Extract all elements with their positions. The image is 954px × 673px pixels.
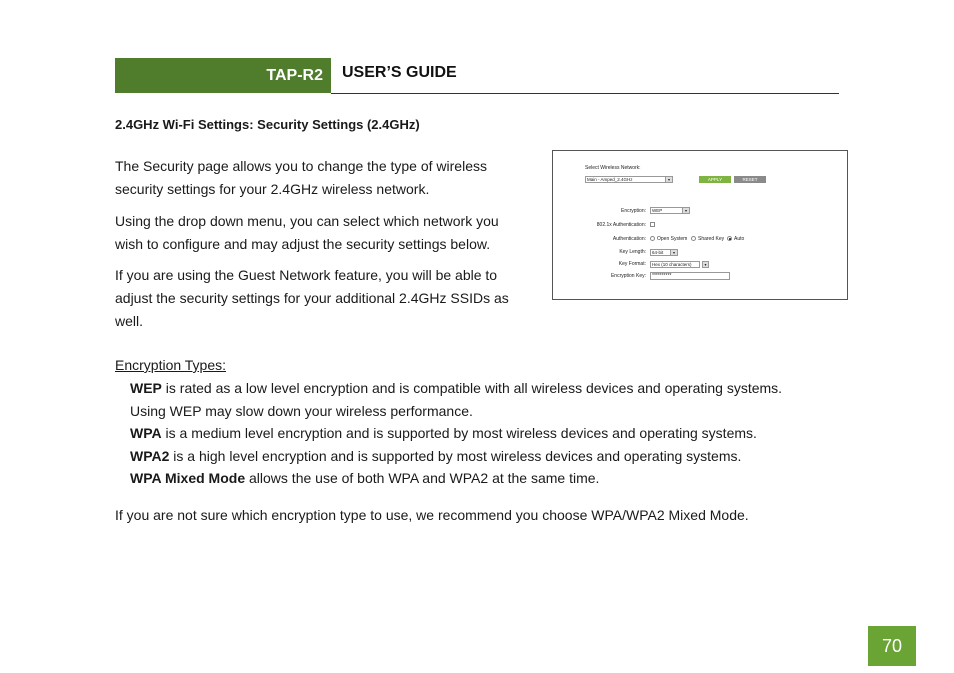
encryption-select [650, 207, 690, 214]
chevron-down-icon: ▾ [670, 250, 677, 255]
auth-shared-radio [691, 236, 696, 241]
encryption-description: allows the use of both WPA and WPA2 at the same time. [245, 470, 600, 486]
encryption-term: WPA Mixed Mode [130, 470, 246, 486]
list-item [130, 445, 830, 468]
encryption-types-list [130, 377, 830, 490]
list-item [130, 467, 830, 490]
guide-title: USER’S GUIDE [342, 64, 457, 81]
header-divider [331, 93, 839, 94]
list-item [130, 400, 830, 423]
select-network-label: Select Wireless Network: [585, 165, 641, 171]
auth-auto-label: Auto [734, 236, 745, 242]
authentication-label: Authentication: [612, 236, 646, 242]
key-format-label: Key Format: [618, 261, 646, 267]
encryption-term: WEP [130, 380, 162, 396]
apply-button: APPLY [699, 176, 731, 183]
encryption-description: Using WEP may slow down your wireless performance. [130, 402, 473, 419]
key-length-select [650, 249, 678, 256]
auth-8021x-label: 802.1x Authentication: [596, 222, 646, 228]
encryption-key-field: ********** [650, 272, 730, 280]
list-item [130, 377, 830, 400]
network-select [585, 176, 673, 183]
chevron-down-icon: ▾ [704, 262, 707, 267]
intro-paragraph: The Security page allows you to change the type of wireless security settings for your 2.4GHz wireless network. [115, 158, 487, 197]
encryption-label: Encryption: [620, 208, 646, 214]
auth-open-radio [650, 236, 655, 241]
key-format-dropdown [702, 261, 709, 268]
key-format-select [650, 261, 700, 268]
chevron-down-icon: ▾ [665, 177, 672, 182]
header-product-bar [115, 58, 331, 93]
encryption-key-label: Encryption Key: [610, 273, 646, 279]
product-name: TAP-R2 [266, 66, 323, 84]
guest-network-paragraph: If you are using the Guest Network feature, you will be able to adjust the security settings for your additional 2.4GHz SSIDs as well. [115, 267, 509, 329]
section-title: 2.4GHz Wi-Fi Settings: Security Settings (2.4GHz) [115, 117, 420, 132]
encryption-term: WPA [130, 425, 162, 441]
dropdown-paragraph: Using the drop down menu, you can select which network you wish to configure and may adjust the security settings below. [115, 213, 499, 252]
network-select-value: Main - Amped_2.4GHz [587, 177, 633, 182]
chevron-down-icon: ▾ [682, 208, 689, 213]
page-number: 70 [868, 626, 916, 666]
list-item [130, 422, 830, 445]
key-length-label: Key Length: [619, 249, 646, 255]
auth-shared-label: Shared Key [698, 236, 725, 242]
encryption-description: is a high level encryption and is supported by most wireless devices and operating systems. [169, 447, 742, 464]
key-format-select-value: Hex (10 characters) [652, 262, 692, 267]
encryption-description: is rated as a low level encryption and is compatible with all wireless devices and operating systems. [161, 380, 783, 396]
encryption-types-heading: Encryption Types: [115, 357, 227, 373]
auth-auto-radio [727, 236, 732, 241]
encryption-description: is a medium level encryption and is supported by most wireless devices and operating systems. [161, 425, 757, 441]
reset-button: RESET [734, 176, 766, 183]
encryption-term: WPA2 [130, 447, 170, 464]
auth-open-label: Open System [657, 236, 688, 242]
key-length-select-value: 64-bit [652, 250, 664, 255]
recommendation-text: If you are not sure which encryption type to use, we recommend you choose WPA/WPA2 Mixed Mode. [115, 507, 749, 523]
security-settings-screenshot [552, 150, 848, 300]
auth-8021x-checkbox [650, 222, 655, 227]
encryption-select-value: WEP [652, 208, 663, 213]
